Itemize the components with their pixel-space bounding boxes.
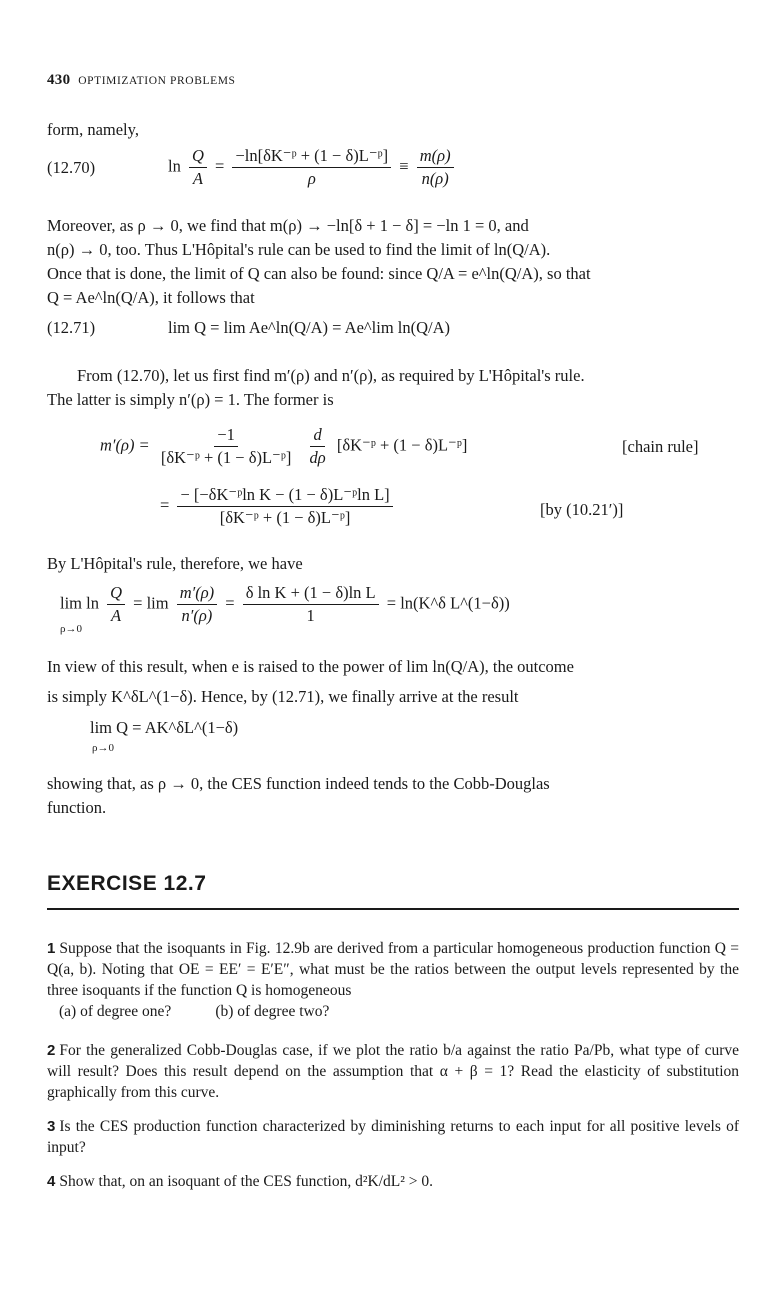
limit-equation: lim ln $\frac{Q}{A}$ = lim $\frac{m'(\rho)}{n'(\rho)}$ = $\frac{\text{δ ln K + (1 − δ)ln L}}{1}$ = ln(K^δ L^(1−δ)) xyxy=(60,583,510,625)
final-limit-equation: lim Q = AK^δL^(1−δ) xyxy=(90,718,239,737)
d-drho-fraction: $\frac{d}{d\rho}$ xyxy=(309,425,326,467)
ces-log-fraction: $\frac{\text{−ln[δK⁻ᵖ + (1 − δ)L⁻ᵖ]}}{\rho}$ xyxy=(232,146,391,189)
exercise-question-2: 2 For the generalized Cobb-Douglas case, if we plot the ratio b/a against the ratio Pa/Pb, what type of curve will result? Does this result depend on the assumption that α + β = 1? Read the elasticity of substitution graphically from this curve. xyxy=(47,1042,739,1101)
para1-line-4: Q = Ae^ln(Q/A), it follows that xyxy=(47,288,255,307)
paragraph-lhopital-setup xyxy=(47,214,739,310)
by-10-21-note: [by (10.21′)] xyxy=(540,500,624,519)
q-over-a-fraction: $\frac{Q}{A}$ xyxy=(189,146,207,189)
para4-line-2: is simply K^δL^(1−δ). Hence, by (12.71), we finally arrive at the result xyxy=(47,687,519,706)
equation-12-71: lim Q = lim Ae^ln(Q/A) = Ae^lim ln(Q/A) xyxy=(168,318,451,337)
para2-line-1: From (12.70), let us first find m′(ρ) and n′(ρ), as required by L'Hôpital's rule. xyxy=(77,366,585,385)
equation-label-12-71: (12.71) xyxy=(47,318,96,337)
final-limit-subscript: ρ→0 xyxy=(92,742,114,754)
log-derivative-fraction: $\frac{\text{− [−δK⁻ᵖln K − (1 − δ)L⁻ᵖln L]}}{\text{[δK⁻ᵖ + (1 − δ)L⁻ᵖ]}}$ xyxy=(177,485,392,528)
running-header xyxy=(47,72,236,89)
equation-12-70: ln $\frac{Q}{A}$ = $\frac{\text{−ln[δK⁻ᵖ + (1 − δ)L⁻ᵖ]}}{\rho}$ ≡ $\frac{m(\rho)}{n(\rho)}$ xyxy=(168,146,458,189)
limit-subscript: ρ→0 xyxy=(60,623,82,635)
para2-line-2: The latter is simply n′(ρ) = 1. The former is xyxy=(47,390,334,409)
para5-line-1: showing that, as ρ → 0, the CES function indeed tends to the Cobb-Douglas xyxy=(47,774,550,793)
paragraph-derivatives xyxy=(47,364,739,412)
running-title: OPTIMIZATION PROBLEMS xyxy=(78,75,236,87)
para4-line-1: In view of this result, when e is raised to the power of lim ln(Q/A), the outcome xyxy=(47,657,574,676)
m-over-n-fraction: $\frac{m(\rho)}{n(\rho)}$ xyxy=(417,146,454,189)
exercise-question-4: 4 Show that, on an isoquant of the CES function, d²K/dL² > 0. xyxy=(47,1173,433,1190)
intro-text: form, namely, xyxy=(47,120,139,139)
exercise-question-3: 3 Is the CES production function characterized by diminishing returns to each input for all positive levels of input? xyxy=(47,1118,739,1156)
paragraph-conclusion xyxy=(47,772,739,820)
question-1-options: (a) of degree one? (b) of degree two? xyxy=(59,1003,330,1020)
derivative-line-2: = $\frac{\text{− [−δK⁻ᵖln K − (1 − δ)L⁻ᵖln L]}}{\text{[δK⁻ᵖ + (1 − δ)L⁻ᵖ]}}$ xyxy=(160,485,397,528)
derivative-line-1: m′(ρ) = $\frac{-1}{\text{[δK⁻ᵖ + (1 − δ)L⁻ᵖ]}}$ $\frac{d}{d\rho}$ [δK⁻ᵖ + (1 − δ)L⁻ᵖ] xyxy=(100,425,468,467)
para5-line-2: function. xyxy=(47,798,107,817)
equation-label-12-70: (12.70) xyxy=(47,158,96,177)
minus-one-fraction: $\frac{-1}{\text{[δK⁻ᵖ + (1 − δ)L⁻ᵖ]}}$ xyxy=(160,425,292,467)
para1-line-3: Once that is done, the limit of Q can also be found: since Q/A = e^ln(Q/A), so that xyxy=(47,264,591,283)
paragraph-in-view xyxy=(47,652,739,712)
exercise-question-1: 1 Suppose that the isoquants in Fig. 12.9b are derived from a particular homogeneous production function Q = Q(a, b). Noting that OE = EE′ = E′E″, what must be the ratios between the output levels represented by the three isoquants if the function Q is homogeneous (a) of degree one? (b) of degree two? xyxy=(47,940,739,1020)
exercise-title: EXERCISE 12.7 xyxy=(47,872,207,895)
para1-line-2: n(ρ) → 0, too. Thus L'Hôpital's rule can be used to find the limit of ln(Q/A). xyxy=(47,240,551,259)
page-number: 430 xyxy=(47,72,71,88)
exercise-rule xyxy=(47,908,739,910)
para1-line-1: Moreover, as ρ → 0, we find that m(ρ) → −ln[δ + 1 − δ] = −ln 1 = 0, and xyxy=(47,216,529,235)
paragraph-by-lhopital: By L'Hôpital's rule, therefore, we have xyxy=(47,554,303,573)
chain-rule-note: [chain rule] xyxy=(622,437,699,456)
